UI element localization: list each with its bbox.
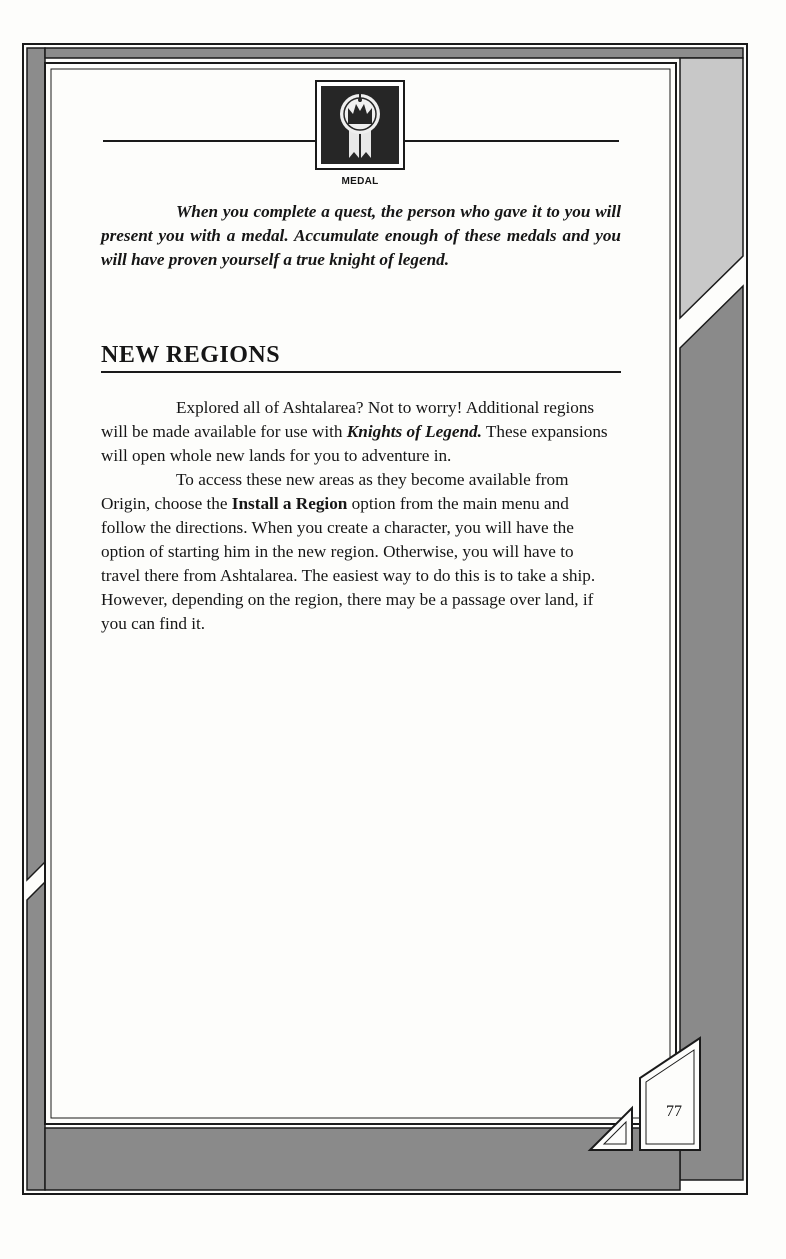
medal-crown-ribbon-icon	[321, 86, 399, 164]
page-number: 77	[666, 1103, 682, 1120]
paragraph-expansions-text-a: Explored all of Ashtalarea? Not to worry! Additional regions will be made available for use with	[101, 398, 595, 441]
paragraph-install-text-b: option from the main menu and follow the directions. When you create a character, you will have the option of starting him in the new region. Otherwise, you will have to travel there from Ashtalarea. The easiest way to do this is to take a ship. However, depending on the region, there may be a passage over land, if you can find it.	[101, 494, 596, 633]
game-title-emphasis: Knights of Legend.	[346, 422, 482, 441]
paragraph-expansions-text-b: These expansions will open whole new lands for you to adventure in.	[101, 422, 608, 465]
medal-rule-left	[103, 140, 315, 142]
paragraph-install-text-a: To access these new areas as they become available from Origin, choose the	[101, 470, 569, 513]
section-body	[101, 396, 613, 636]
medal-description: When you complete a quest, the person who gave it to you will present you with a medal. Accumulate enough of these medals and you will have proven yourself a true knight of legend.	[101, 202, 621, 269]
paragraph-expansions	[101, 396, 613, 468]
section-heading: NEW REGIONS	[101, 342, 281, 368]
medal-caption: MEDAL	[341, 176, 379, 187]
section-rule	[101, 371, 621, 373]
install-option-emphasis: Install a Region	[231, 494, 348, 513]
paragraph-install	[101, 468, 613, 636]
medal-rule-right	[405, 140, 619, 142]
medal-figure	[315, 80, 405, 170]
